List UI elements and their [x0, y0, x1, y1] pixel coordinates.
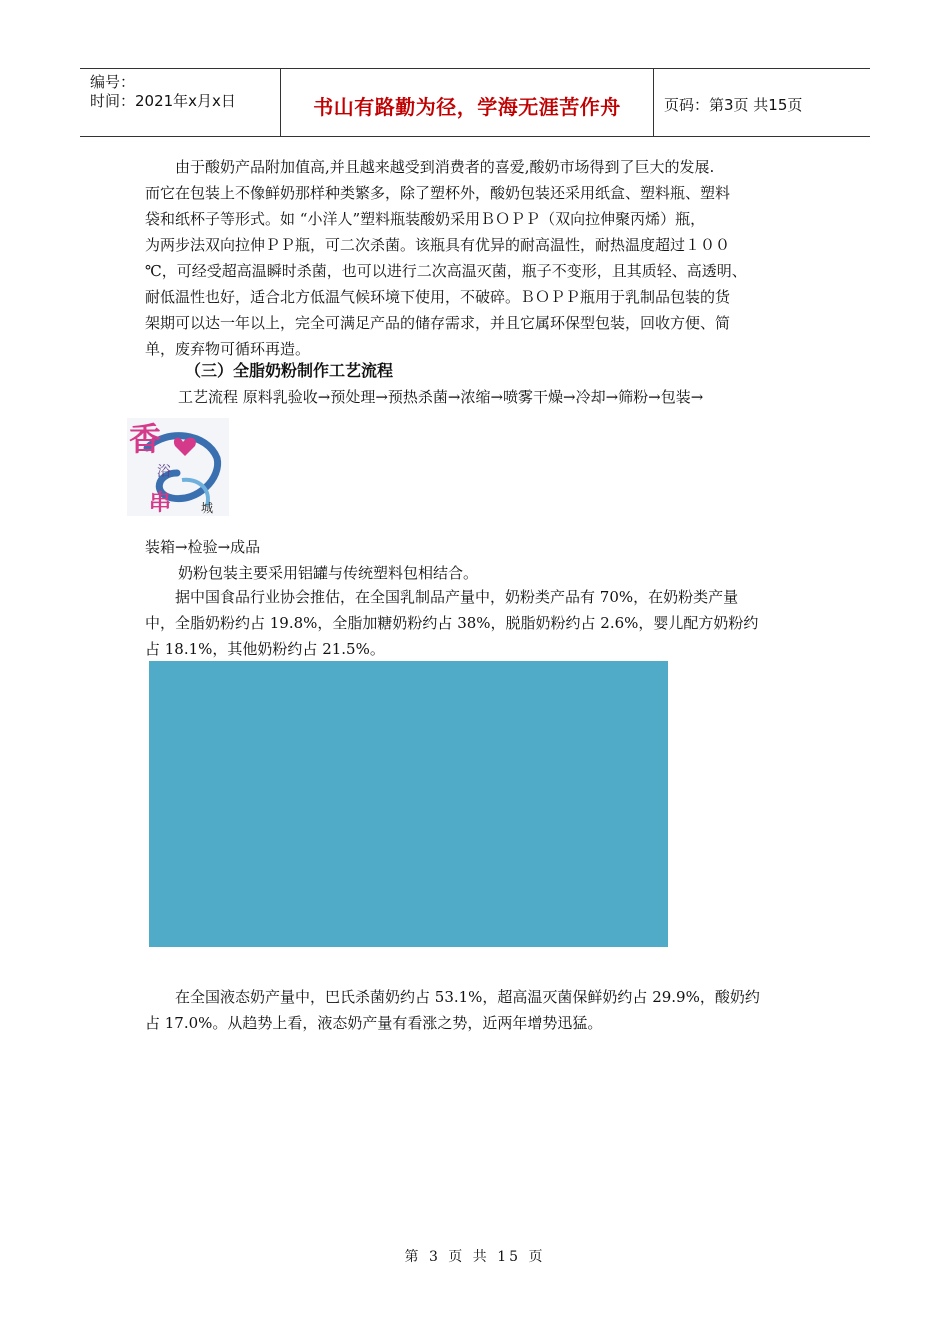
paragraph-liquid-milk: [145, 984, 805, 1036]
process-flow-line: 工艺流程 原料乳验收→预处理→预热杀菌→浓缩→喷雾干燥→冷却→筛粉→包装→: [178, 388, 704, 406]
logo-image: [127, 418, 229, 516]
header-motto-cell: [281, 69, 654, 136]
logo-char-1: 浴: [157, 464, 171, 480]
header-left-cell: [80, 69, 281, 136]
header-page-cell: [654, 69, 870, 136]
paragraph-line: 耐低温性也好，适合北方低温气候环境下使用，不破碎。ＢＯＰＰ瓶用于乳制品包装的货: [145, 288, 731, 306]
paragraph-line: 在全国液态奶产量中，巴氏杀菌奶约占 53.1%，超高温灭菌保鲜奶约占 29.9%，酸奶约: [175, 988, 760, 1006]
paragraph-line: 中，全脂奶粉约占 19.8%，全脂加糖奶粉约占 38%，脱脂奶粉约占 2.6%，婴儿配方奶粉约: [145, 614, 759, 632]
logo-big-char: 香: [129, 420, 162, 458]
header-page-info: 页码：第3页 共15页: [664, 96, 803, 114]
chart-placeholder-image: [149, 661, 668, 947]
logo-char-2: 串: [149, 491, 172, 516]
paragraph-line: 架期可以达一年以上，完全可满足产品的储存需求，并且它属环保型包装，回收方便、简: [145, 314, 731, 332]
page-footer: 第 3 页 共 15 页: [404, 1249, 546, 1265]
logo-graphic: [127, 418, 229, 516]
page-header: [80, 68, 870, 137]
paragraph-line: ℃，可经受超高温瞬时杀菌，也可以进行二次高温灭菌，瓶子不变形，且其质轻、高透明、: [145, 262, 747, 280]
paragraph-line: 袋和纸杯子等形式。如 “小洋人”塑料瓶装酸奶采用ＢＯＰＰ（双向拉伸聚丙烯）瓶，: [145, 210, 706, 228]
paragraph-line: 由于酸奶产品附加值高,并且越来越受到消费者的喜爱,酸奶市场得到了巨大的发展.: [175, 158, 715, 176]
process-flow-line: 装箱→检验→成品: [145, 538, 261, 556]
logo-char-3: 城: [201, 501, 214, 515]
section-heading: （三）全脂奶粉制作工艺流程: [185, 361, 394, 380]
paragraph-line: 而它在包装上不像鲜奶那样种类繁多，除了塑杯外，酸奶包装还采用纸盒、塑料瓶、塑料: [145, 184, 731, 202]
paragraph-yogurt-packaging: [145, 154, 805, 362]
packaging-sentence: 奶粉包装主要采用铝罐与传统塑料包相结合。: [178, 564, 479, 582]
paragraph-line: 单，废弃物可循环再造。: [145, 340, 311, 358]
paragraph-line: 据中国食品行业协会推估，在全国乳制品产量中，奶粉类产品有 70%，在奶粉类产量: [175, 588, 739, 606]
paragraph-line: 占 17.0%。从趋势上看，液态奶产量有看涨之势，近两年增势迅猛。: [145, 1014, 603, 1032]
number-label: 编号：: [90, 73, 136, 91]
motto-text: 书山有路勤为径，学海无涯苦作舟: [313, 95, 621, 119]
paragraph-milk-powder-stats: [145, 584, 805, 662]
paragraph-line: 为两步法双向拉伸ＰＰ瓶，可二次杀菌。该瓶具有优异的耐高温性，耐热温度超过１００: [145, 236, 731, 254]
paragraph-line: 占 18.1%，其他奶粉约占 21.5%。: [145, 640, 385, 658]
date-label: 时间：2021年x月x日: [90, 92, 236, 110]
